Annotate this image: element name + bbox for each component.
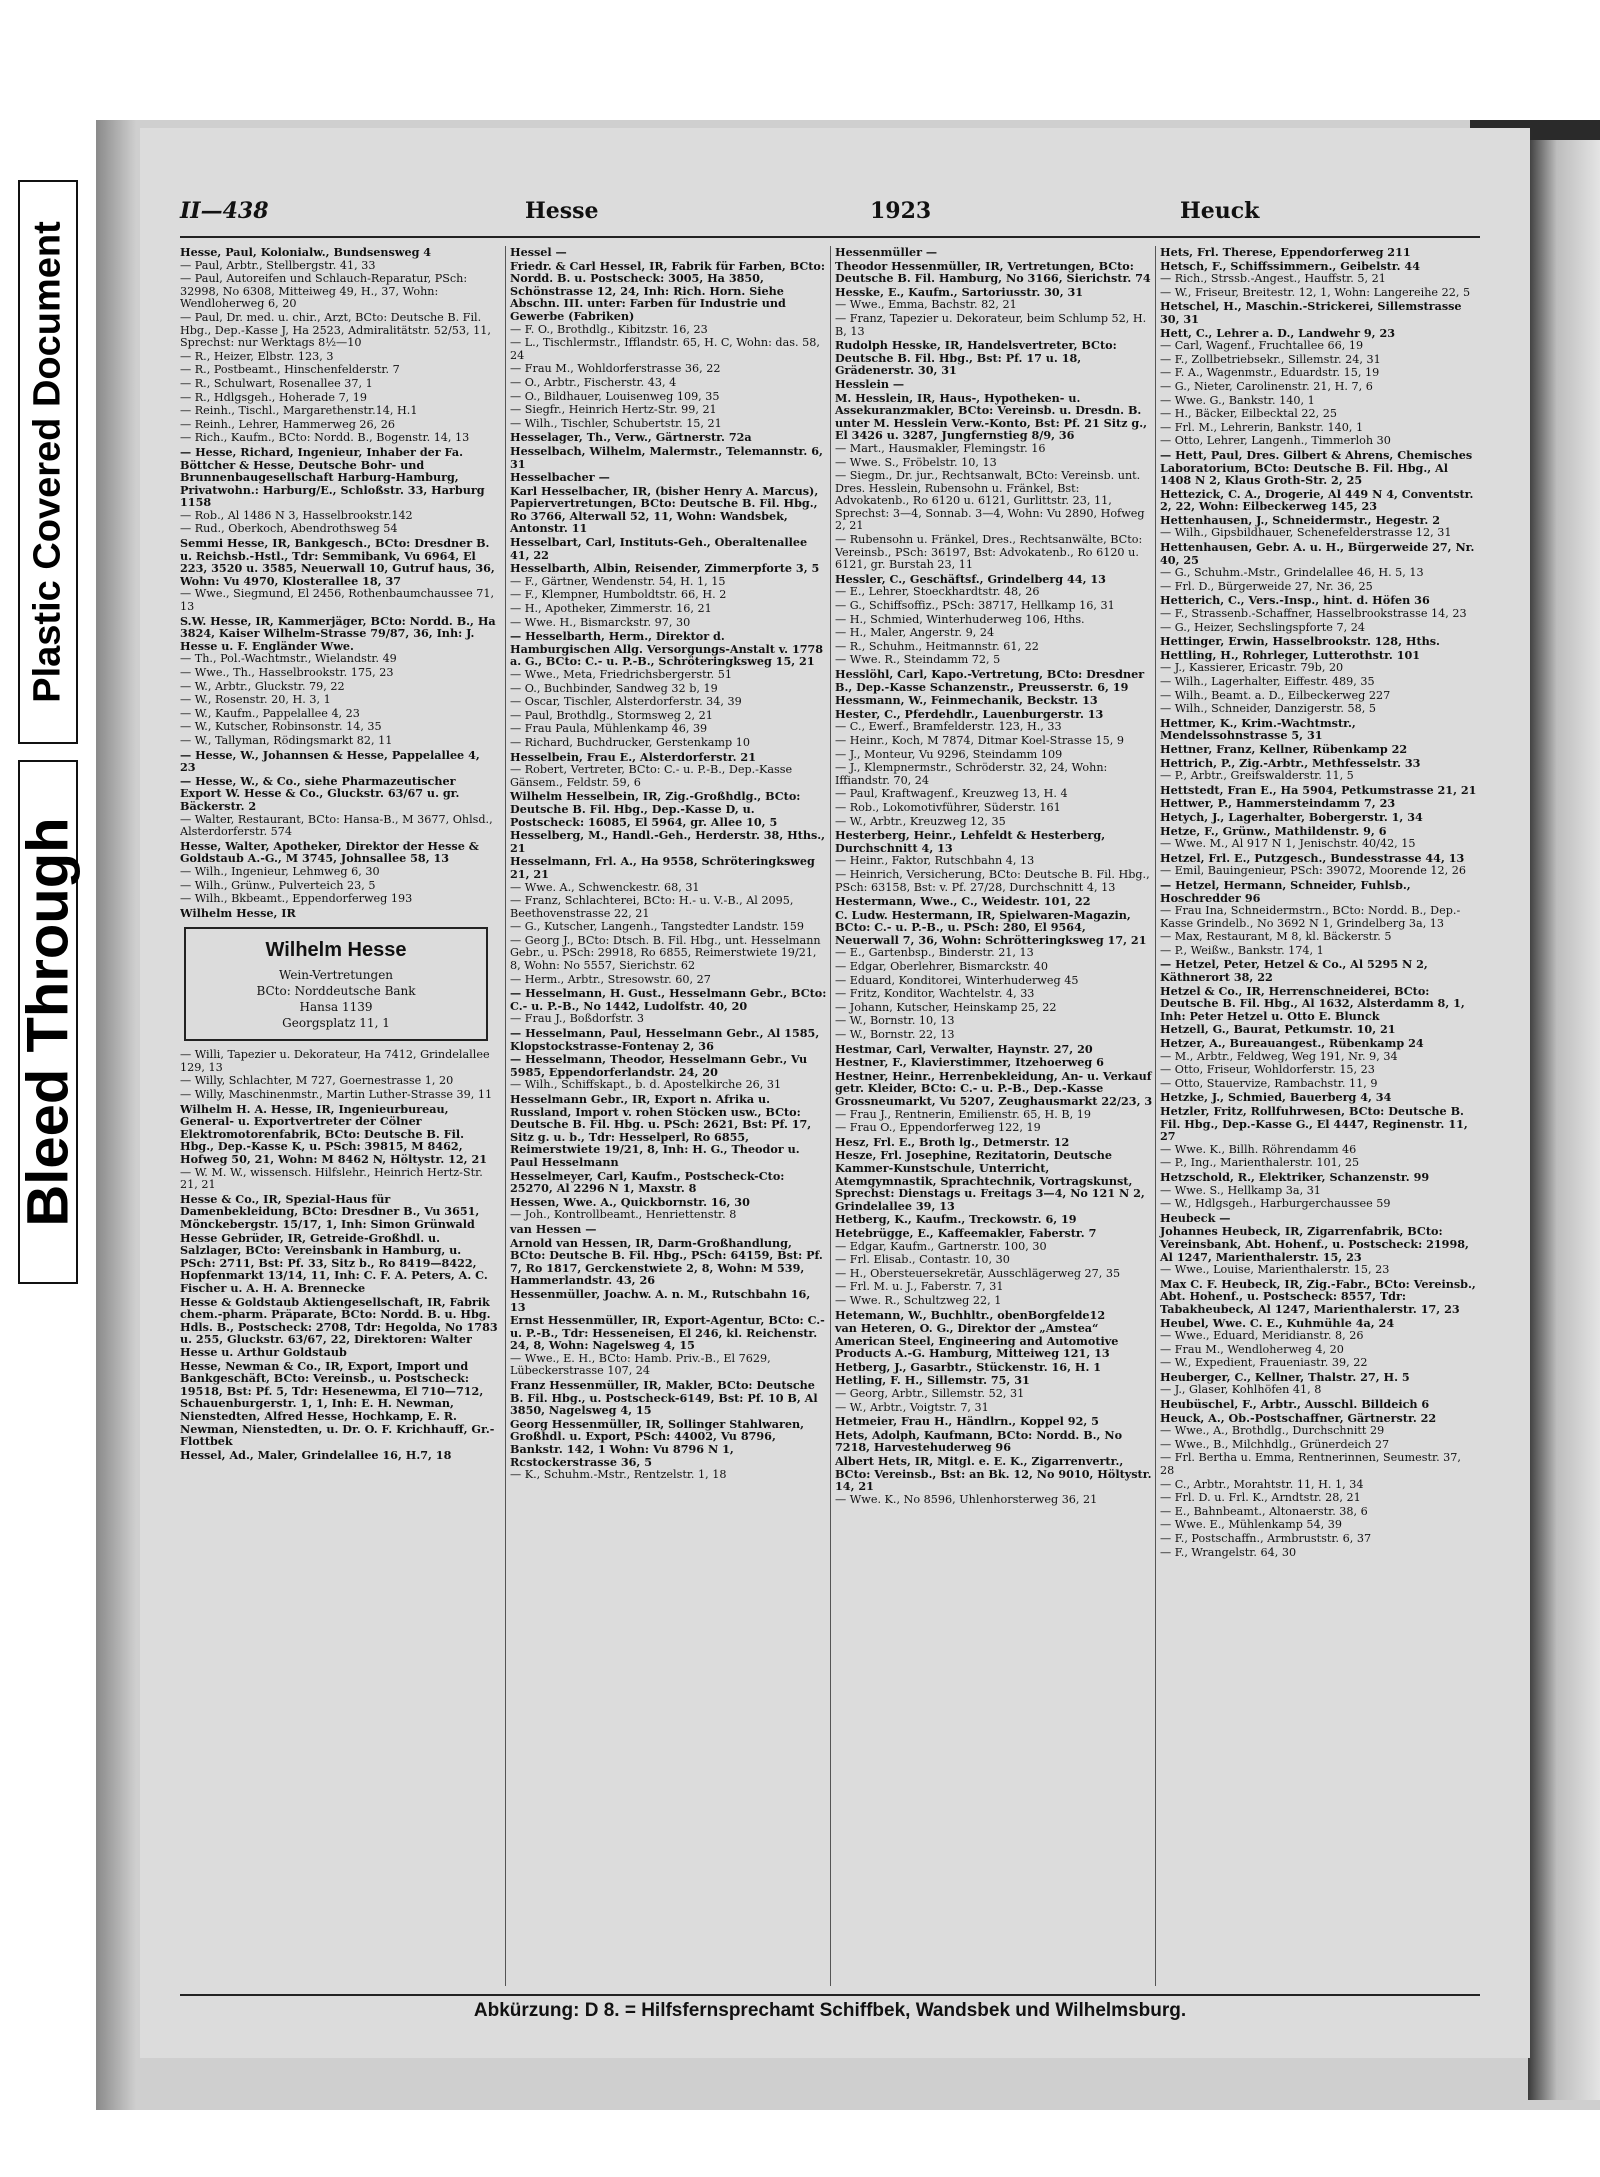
directory-entry: — G., Kutscher, Langenh., Tangstedter Landstr. 159 bbox=[510, 920, 804, 934]
directory-entry: Ernst Hessenmüller, IR, Export-Agentur, BCto: C.- u. P.-B., Tdr: Hesseneisen, El 246, kl. Reichenstr. 24, 8, Wohn: Nagelsweg 4, 15 bbox=[510, 1313, 825, 1353]
directory-entry: Hesselbart, Carl, Instituts-Geh., Oberaltenallee 41, 22 bbox=[510, 535, 808, 562]
directory-entry: — F., Zollbetriebsekr., Sillemstr. 24, 31 bbox=[1160, 352, 1381, 366]
directory-entry: Hetych, J., Lagerhalter, Bobergerstr. 1, 34 bbox=[1160, 809, 1423, 824]
directory-entry: — W., Kaufm., Pappelallee 4, 23 bbox=[180, 706, 360, 720]
directory-entry: Hesse Gebrüder, IR, Getreide-Großhdl. u. Salzlager, BCto: Vereinsbank in Hamburg, u. PSch: 2711, Bst: Pf. 33, Sitz b., Ro 8419—8422, Hopfenmarkt 13/14, 11, Inh: C. F. A. Peters, A. C. Fischer u. A. H. A. Brennecke bbox=[180, 1230, 488, 1295]
directory-entry: — Wwe., B., Milchhdlg., Grünerdeich 27 bbox=[1160, 1437, 1390, 1451]
directory-entry: Hettenhausen, J., Schneidermstr., Hegestr. 2 bbox=[1160, 512, 1440, 527]
directory-entry: — Frau M., Wendloherweg 4, 20 bbox=[1160, 1342, 1344, 1356]
directory-entry: Hettenhausen, Gebr. A. u. H., Bürgerweide 27, Nr. 40, 25 bbox=[1160, 540, 1475, 567]
advert-line: Hansa 1139 bbox=[299, 1000, 373, 1015]
directory-entry: — Frau J., Rentnerin, Emilienstr. 65, H. B, 19 bbox=[835, 1107, 1091, 1121]
directory-entry: Hesske, E., Kaufm., Sartoriusstr. 30, 31 bbox=[835, 284, 1084, 299]
directory-entry: Hesse, Newman & Co., IR, Export, Import und Bankgeschäft, BCto: Vereinsb., u. Postscheck: 19518, Bst: Pf. 5, Tdr: Hesenewma, El 710—712, Schauenburgerstr. 1, 1, Inh: E. H. Newman, Nienstedten, Alfred Hesse, Hochkamp, E. R. Newman, Nienstedten, u. Dr. O. F. Krichhauff, Gr.-Flottbek bbox=[180, 1358, 495, 1449]
directory-page bbox=[140, 128, 1530, 2058]
directory-entry: — Reinh., Tischl., Margarethenstr.14, H.1 bbox=[180, 404, 418, 418]
directory-entry: — Wilh., Lagerhalter, Eiffestr. 489, 35 bbox=[1160, 675, 1375, 688]
directory-entry: — Rob., Lokomotivführer, Süderstr. 161 bbox=[835, 800, 1061, 814]
directory-entry: — Wwe., Emma, Bachstr. 82, 21 bbox=[835, 298, 1017, 312]
directory-entry: Hesselager, Th., Verw., Gärtnerstr. 72a bbox=[510, 430, 752, 445]
bleed-through-label bbox=[15, 760, 81, 1284]
directory-entry: — Willi, Tapezier u. Dekorateur, Ha 7412, Grindelallee 129, 13 bbox=[180, 1048, 490, 1074]
directory-entry: Franz Hessenmüller, IR, Makler, BCto: Deutsche B. Fil. Hbg., u. Postscheck-6149, Bst: Pf. 10 B, Al 3850, Nagelsweg 4, 15 bbox=[510, 1378, 818, 1418]
directory-entry: — Otto, Lehrer, Langenh., Timmerloh 30 bbox=[1160, 434, 1391, 448]
directory-entry: Hessen, Wwe. A., Quickbornstr. 16, 30 bbox=[510, 1194, 750, 1209]
directory-entry: — G., Schuhm.-Mstr., Grindelallee 46, H. 5, 13 bbox=[1160, 566, 1424, 580]
directory-entry: — W., Tallyman, Rödingsmarkt 82, 11 bbox=[180, 733, 393, 747]
directory-entry: — R., Schuhm., Heitmannstr. 61, 22 bbox=[835, 639, 1039, 653]
directory-entry: Hetzer, A., Bureauangest., Rübenkamp 24 bbox=[1160, 1036, 1424, 1051]
directory-entry: — E., Gartenbsp., Binderstr. 21, 13 bbox=[835, 946, 1034, 960]
directory-entry: — Georg J., BCto: Dtsch. B. Fil. Hbg., unt. Hesselmann Gebr., u. PSch: 29918, Ro 6855, Reimerstwiete 19/21, 8, Wohn: No 5557, Sierichstr. 62 bbox=[510, 933, 821, 973]
directory-entry: Hesse & Goldstaub Aktiengesellschaft, IR, Fabrik chem.-pharm. Präparate, BCto: Nordd. B. u. Hbg. Hdls. B., Postscheck: 2708, Tdr: Hegolda, No 1783 u. 255, Gluckstr. 63/67, 22, Direktoren: Walter Hesse u. Arthur Goldstaub bbox=[180, 1294, 498, 1359]
directory-entry: Hets, Adolph, Kaufmann, BCto: Nordd. B., No 7218, Harvestehuderweg 96 bbox=[835, 1427, 1123, 1455]
page-edge-shadow bbox=[96, 120, 136, 2110]
advert-line: Wein-Vertretungen bbox=[278, 968, 394, 983]
directory-entry: Theodor Hessenmüller, IR, Vertretungen, BCto: Deutsche B. Fil. Hamburg, No 3166, Sierichstr. 74 bbox=[835, 258, 1151, 286]
directory-entry: Hestner, Heinr., Herrenbekleidung, An- u. Verkauf getr. Kleider, BCto: C.- u. P.-B., Dep.-Kasse Grossneumarkt, Vu 5207, Zeughausmarkt 22/23, 3 bbox=[835, 1068, 1153, 1108]
directory-entry: — Joh., Kontrollbeamt., Henriettenstr. 8 bbox=[510, 1208, 737, 1222]
directory-entry: — Wwe. M., Al 917 N 1, Jenischstr. 40/42, 15 bbox=[1160, 837, 1416, 851]
column-3 bbox=[830, 246, 1153, 1986]
directory-entry: — Hesselbarth, Herm., Direktor d. Hamburgischen Allg. Versorgungs-Anstalt v. 1778 a. G., BCto: C.- u. P.-B., Schröteringksweg 15, 21 bbox=[510, 629, 824, 669]
directory-entry: — G., Nieter, Carolinenstr. 21, H. 7, 6 bbox=[1160, 379, 1373, 393]
directory-entry: — E., Lehrer, Stoeckhardtstr. 48, 26 bbox=[835, 585, 1040, 599]
directory-entry: — Reinh., Lehrer, Hammerweg 26, 26 bbox=[180, 417, 396, 431]
directory-entry: Hesselmann Gebr., IR, Export n. Afrika u. Russland, Import v. rohen Stöcken usw., BCto: Deutsche B. Fil. Hbg. u. PSch: 2621, Bst: Pf. 17, Sitz g. u. b., Tdr: Hesselperl, Ro 6855, Reimerstwiete 19/21, 8, Inh: H. G., Theodor u. Paul Hesselmann bbox=[510, 1092, 812, 1169]
directory-entry: — F., Gärtner, Wendenstr. 54, H. 1, 15 bbox=[510, 574, 726, 588]
directory-entry: — J., Kassierer, Ericastr. 79b, 20 bbox=[1160, 661, 1344, 675]
directory-entry: — Frau J., Boßdorfstr. 3 bbox=[510, 1012, 644, 1026]
directory-entry: Hettinger, Erwin, Hasselbrookstr. 128, Hths. bbox=[1160, 634, 1440, 649]
directory-entry: — Hesselmann, H. Gust., Hesselmann Gebr., BCto: C.- u. P.-B., No 1442, Ludolfstr. 40, 20 bbox=[510, 986, 827, 1013]
directory-entry: — R., Hdlgsgeh., Hoheradе 7, 19 bbox=[180, 390, 368, 404]
directory-entry: — Georg, Arbtr., Sillemstr. 52, 31 bbox=[835, 1387, 1025, 1401]
directory-entry: — Rich., Kaufm., BCto: Nordd. B., Bogenstr. 14, 13 bbox=[180, 431, 470, 445]
page-number: II—438 bbox=[180, 198, 269, 224]
header-first-name: Hesse bbox=[525, 198, 599, 224]
directory-entry: — G., Heizer, Sechslingspforte 7, 24 bbox=[1160, 620, 1365, 634]
directory-entry: Wilhelm Hesselbein, IR, Zig.-Großhdlg., BCto: Deutsche B. Fil. Hbg., Dep.-Kasse D, u. Postscheck: 16085, El 5964, gr. Allee 10, 5 bbox=[510, 789, 801, 829]
directory-entry: Hesze, Frl. Josephine, Rezitatorin, Deutsche Kammer-Kunstschule, Unterricht, Atemgymnastik, Sprachtechnik, Vortragskunst, Sprechst: Dienstags u. Freitags 3—4, No 121 N 2, Grindelallee 39, 13 bbox=[835, 1148, 1145, 1213]
directory-entry: — Emil, Bauingenieur, PSch: 39072, Moorende 12, 26 bbox=[1160, 864, 1466, 878]
directory-entry: Hetberg, J., Gasarbtr., Stückenstr. 16, H. 1 bbox=[835, 1359, 1102, 1374]
directory-entry: — W., Arbtr., Gluckstr. 79, 22 bbox=[180, 679, 345, 693]
directory-entry: — Frl. Bertha u. Emma, Rentnerinnen, Seumestr. 37, 28 bbox=[1160, 1451, 1461, 1478]
directory-entry: Wilhelm Hesse, IR bbox=[180, 905, 296, 920]
directory-entry: — F. A., Wagenmstr., Eduardstr. 15, 19 bbox=[1160, 366, 1380, 380]
directory-entry: Hettner, Franz, Kellner, Rübenkamp 22 bbox=[1160, 741, 1408, 756]
directory-entry: Rudolph Hesske, IR, Handelsvertreter, BCto: Deutsche B. Fil. Hbg., Bst: Pf. 17 u. 18, Grädenerstr. 30, 31 bbox=[835, 338, 1117, 378]
directory-entry: — W., Bornstr. 22, 13 bbox=[835, 1028, 955, 1042]
directory-entry: Hets, Frl. Therese, Eppendorferweg 211 bbox=[1160, 246, 1411, 259]
directory-entry: — J., Monteur, Vu 9296, Steindamm 109 bbox=[835, 747, 1063, 761]
directory-entry: Hesse, Walter, Apotheker, Direktor der Hesse & Goldstaub A.-G., M 3745, Johnsallee 58, 13 bbox=[180, 838, 479, 866]
directory-entry: Hesselmeyer, Carl, Kaufm., Postscheck-Cto: 25270, Al 2296 N 1, Maxstr. 8 bbox=[510, 1168, 785, 1196]
advert-title: Wilhelm Hesse bbox=[265, 939, 407, 962]
directory-entry: Hetzke, J., Schmied, Bauerberg 4, 34 bbox=[1160, 1090, 1392, 1105]
directory-entry: — E., Bahnbeamt., Altonaerstr. 38, 6 bbox=[1160, 1504, 1368, 1518]
directory-entry: Karl Hesselbacher, IR, (bisher Henry A. Marcus), Papiervertretungen, BCto: Deutsche B. Fil. Hbg., Ro 3766, Alterwall 52, 11, Wohn: Wandsbek, Antonstr. 11 bbox=[510, 483, 819, 536]
directory-entry: Hettrich, P., Zig.-Arbtr., Methfesselstr. 33 bbox=[1160, 755, 1421, 770]
advertisement-box bbox=[184, 927, 488, 1041]
directory-entry: — Wwe. S., Fröbelstr. 10, 13 bbox=[835, 455, 997, 469]
directory-entry: Hettezick, C. A., Drogerie, Al 449 N 4, Conventstr. 2, 22, Wohn: Eilbeckerweg 145, 23 bbox=[1160, 486, 1474, 514]
directory-entry: — W., Friseur, Breitestr. 12, 1, Wohn: Langereihe 22, 5 bbox=[1160, 285, 1471, 299]
directory-entry: — Edgar, Oberlehrer, Bismarckstr. 40 bbox=[835, 960, 1048, 974]
directory-entry: — Fritz, Konditor, Wachtelstr. 4, 33 bbox=[835, 987, 1035, 1001]
directory-entry: Heubeck — bbox=[1160, 1210, 1231, 1225]
directory-entry: Hessmann, W., Feinmechanik, Beckstr. 13 bbox=[835, 693, 1098, 708]
directory-entry: — Rubensohn u. Fränkel, Dres., Rechtsanwälte, BCto: Vereinsb., PSch: 36197, Bst: Advokatenb., Ro 6120 u. 6121, gr. Burstah 23, 11 bbox=[835, 533, 1143, 572]
directory-entry: — Willy, Schlachter, M 727, Goernestrasse 1, 20 bbox=[180, 1074, 454, 1088]
directory-entry: — F., Klempner, Humboldtstr. 66, H. 2 bbox=[510, 588, 727, 602]
directory-entry: Hessler, C., Geschäftsf., Grindelberg 44, 13 bbox=[835, 571, 1106, 586]
directory-entry: — Herm., Arbtr., Stresowstr. 60, 27 bbox=[510, 972, 711, 986]
directory-entry: Wilhelm H. A. Hesse, IR, Ingenieurbureau, General- u. Exportvertreter der Cölner Elektromotorenfabrik, BCto: Deutsche B. Fil. Hbg., Dep.-Kasse K, u. PSch: 39815, M 8462, Hofweg 50, 21, Wohn: M 8462 N, Höltystr. 12, 21 bbox=[180, 1101, 488, 1167]
directory-entry: — W., Bornstr. 10, 13 bbox=[835, 1014, 955, 1028]
directory-entry: Heuck, A., Ob.-Postschaffner, Gärtnerstr. 22 bbox=[1160, 1410, 1437, 1425]
directory-entry: — J., Glaser, Kohlhöfen 41, 8 bbox=[1160, 1383, 1322, 1397]
directory-entry: — Walter, Restaurant, BCto: Hansa-B., M 3677, Ohlsd., Alsterdorferstr. 574 bbox=[180, 812, 493, 839]
directory-entry: Hesselbach, Wilhelm, Malermstr., Telemannstr. 6, 31 bbox=[510, 443, 823, 471]
directory-entry: — Otto, Friseur, Wohldorferstr. 15, 23 bbox=[1160, 1063, 1375, 1077]
directory-entry: van Heteren, O. G., Direktor der „Amstea“ American Steel, Engineering and Automotive Products A.-G. Hamburg, Mitteiweg 121, 13 bbox=[835, 1321, 1119, 1361]
directory-entry: — C., Ewerf., Bramfelderstr. 123, H., 33 bbox=[835, 720, 1062, 734]
directory-entry: — Hesse, W., Johannsen & Hesse, Pappelallee 4, 23 bbox=[180, 747, 480, 775]
directory-entry: Hestmar, Carl, Verwalter, Haynstr. 27, 20 bbox=[835, 1041, 1093, 1056]
directory-entry: — Frl. D. u. Frl. K., Arndtstr. 28, 21 bbox=[1160, 1491, 1361, 1505]
directory-entry: — Paul, Brothdlg., Stormsweg 2, 21 bbox=[510, 708, 713, 722]
directory-entry: — L., Tischlermstr., Ifflandstr. 65, H. C, Wohn: das. 58, 24 bbox=[510, 336, 820, 362]
directory-entry: S.W. Hesse, IR, Kammerjäger, BCto: Nordd. B., Ha 3824, Kaiser Wilhelm-Strasse 79/87, 36, Inh: J. Hesse u. F. Engländer Wwe. bbox=[180, 613, 496, 653]
column-4 bbox=[1155, 246, 1478, 1986]
directory-entry: — R., Heizer, Elbstr. 123, 3 bbox=[180, 349, 334, 363]
directory-entry: — Heinrich, Versicherung, BCto: Deutsche B. Fil. Hbg., PSch: 63158, Bst: v. Pf. 27/28, Durchschnitt 4, 13 bbox=[835, 867, 1150, 894]
directory-entry: — Wwe., Siegmund, El 2456, Rothenbaumchaussee 71, 13 bbox=[180, 587, 495, 614]
directory-entry: — Frau M., Wohldorferstrasse 36, 22 bbox=[510, 362, 721, 376]
directory-entry: Hestner, F., Klavierstimmer, Itzehoerweg 6 bbox=[835, 1055, 1104, 1070]
directory-entry: — W., Hdlgsgeh., Harburgerchaussee 59 bbox=[1160, 1197, 1391, 1211]
directory-entry: — R., Schulwart, Rosenallee 37, 1 bbox=[180, 376, 373, 390]
directory-entry: Max C. F. Heubeck, IR, Zig.-Fabr., BCto: Vereinsb., Abt. Hohenf., u. Postscheck: 8557, Tdr: Tabakheubeck, Al 1247, Marienthalerstr. 17, 23 bbox=[1160, 1276, 1476, 1316]
directory-entry: — H., Obersteuersekretär, Ausschlägerweg 27, 35 bbox=[835, 1266, 1121, 1280]
directory-entry: Hesterberg, Heinr., Lehfeldt & Hesterberg, Durchschnitt 4, 13 bbox=[835, 828, 1106, 855]
directory-entry: — Rob., Al 1486 N 3, Hasselbrookstr.142 bbox=[180, 508, 413, 522]
directory-entry: — Franz, Schlachterei, BCto: H.- u. V.-B., Al 2095, Beethovenstrasse 22, 21 bbox=[510, 894, 794, 920]
directory-entry: Hetmeier, Frau H., Händlrn., Koppel 92, 5 bbox=[835, 1414, 1099, 1429]
directory-entry: — H., Schmied, Winterhuderweg 106, Hths. bbox=[835, 612, 1085, 626]
directory-entry: — Hesse, Richard, Ingenieur, Inhaber der Fa. Böttcher & Hesse, Deutsche Bohr- und Brunnenbaugesellschaft Harburg-Hamburg, Privatwohn.: Harburg/E., Schloßstr. 33, Harburg 1158 bbox=[180, 444, 485, 510]
directory-entry: — H., Bäcker, Eilbecktal 22, 25 bbox=[1160, 407, 1337, 421]
directory-entry: — Rud., Oberkoch, Abendrothsweg 54 bbox=[180, 522, 398, 536]
directory-entry: — Wwe. G., Bankstr. 140, 1 bbox=[1160, 393, 1315, 407]
directory-entry: Hessel, Ad., Maler, Grindelallee 16, H.7, 18 bbox=[180, 1447, 452, 1462]
directory-entry: — Carl, Wagenf., Fruchtallee 66, 19 bbox=[1160, 339, 1364, 353]
directory-entry: — W., Expedient, Fraueniastr. 39, 22 bbox=[1160, 1356, 1368, 1370]
directory-entry: Hesslein — bbox=[835, 376, 905, 391]
label-strip bbox=[0, 0, 96, 2177]
scanned-book bbox=[96, 120, 1600, 2110]
directory-entry: — Hesselmann, Theodor, Hesselmann Gebr., Vu 5985, Eppendorferlandstr. 24, 20 bbox=[510, 1052, 808, 1079]
directory-entry: M. Hesslein, IR, Haus-, Hypotheken- u. Assekuranzmakler, BCto: Vereinsb. u. Dresdn. B. unter M. Hesslein Verw.-Konto, Bst: Pf. 21 Sitz g., El 3426 u. 3287, Jungfernstieg 8/9, 36 bbox=[835, 390, 1148, 443]
directory-entry: Heubel, Wwe. C. E., Kuhmühle 4a, 24 bbox=[1160, 1315, 1395, 1330]
directory-entry: — Frl. M., Lehrerin, Bankstr. 140, 1 bbox=[1160, 420, 1364, 434]
directory-entry: — W., Arbtr., Kreuzweg 12, 35 bbox=[835, 814, 1006, 828]
directory-entry: Heubüschel, F., Arbtr., Ausschl. Billdeich 6 bbox=[1160, 1397, 1430, 1412]
directory-entry: — Frl. Elisab., Contastr. 10, 30 bbox=[835, 1253, 1010, 1267]
directory-entry: — Th., Pol.-Wachtmstr., Wielandstr. 49 bbox=[180, 652, 397, 666]
advert-line: BCto: Norddeutsche Bank bbox=[256, 984, 416, 999]
header-rule bbox=[180, 236, 1480, 238]
directory-entry: Hessenmüller — bbox=[835, 246, 938, 259]
directory-entry: van Hessen — bbox=[510, 1221, 597, 1236]
directory-entry: — Wwe., Th., Hasselbrookstr. 175, 23 bbox=[180, 666, 394, 679]
directory-entry: — J., Klempnermstr., Schröderstr. 32, 24, Wohn: Iffiandstr. 70, 24 bbox=[835, 761, 1108, 787]
directory-entry: — Hetzel, Hermann, Schneider, Fuhlsb., Hoschredder 96 bbox=[1160, 877, 1411, 905]
directory-entry: — Siegm., Dr. jur., Rechtsanwalt, BCto: Vereinsb. unt. Dres. Hesslein, Rubensohn u. Fränkel, Bst: Advokatenb., Ro 6120 u. 6121, Gurlittstr. 23, 11, Sprechst: 3—4, Sonnab. 3—4, Wohn: Vu 2890, Hofweg 2, 21 bbox=[835, 469, 1145, 533]
directory-entry: Hestermann, Wwe., C., Weidestr. 101, 22 bbox=[835, 894, 1091, 909]
directory-entry: — Willy, Maschinenmstr., Martin Luther-Strasse 39, 11 bbox=[180, 1088, 493, 1102]
directory-entry: — H., Apotheker, Zimmerstr. 16, 21 bbox=[510, 602, 712, 616]
directory-entry: Hetzel, Frl. E., Putzgesch., Bundesstrasse 44, 13 bbox=[1160, 850, 1465, 865]
directory-entry: — Oscar, Tischler, Alsterdorferstr. 34, 39 bbox=[510, 695, 742, 709]
directory-entry: — Rich., Strssb.-Angest., Hauffstr. 5, 21 bbox=[1160, 272, 1386, 286]
directory-entry: Hetzschold, R., Elektriker, Schanzenstr. 99 bbox=[1160, 1169, 1430, 1184]
directory-entry: Hesse & Co., IR, Spezial-Haus für Damenbekleidung, BCto: Dresdner B., Vu 3651, Mönckebergstr. 15/17, 1, Inh: Simon Grünwald bbox=[180, 1191, 480, 1231]
plastic-covered-label bbox=[18, 180, 78, 744]
directory-entry: Friedr. & Carl Hessel, IR, Fabrik für Farben, BCto: Nordd. B. u. Postscheck: 3005, Ha 3850, Schönstrasse 12, 24, Inh: Rich. Horn. Siehe Abschn. III. unter: Farben für Industrie und Gewerbe (Fabriken) bbox=[510, 258, 826, 323]
directory-entry: Hetzler, Fritz, Rollfuhrwesen, BCto: Deutsche B. Fil. Hbg., Dep.-Kasse G., El 4447, Reginenstr. 11, 27 bbox=[1160, 1104, 1468, 1144]
directory-entry: — Eduard, Konditorei, Winterhuderweg 45 bbox=[835, 973, 1079, 987]
directory-entry: Arnold van Hessen, IR, Darm-Großhandlung, BCto: Deutsche B. Fil. Hbg., PSch: 64159, Bst: Pf. 7, Ro 1817, Gerckenstwiete 2, 8, Wohn: M 539, Hammerlandstr. 43, 26 bbox=[510, 1235, 823, 1288]
directory-entry: Johannes Heubeck, IR, Zigarrenfabrik, BCto: Vereinsbank, Abt. Hohenf., u. Postscheck: 21998, Al 1247, Marienthalerstr. 15, 23 bbox=[1160, 1224, 1469, 1264]
directory-entry: — Paul, Autoreifen und Schlauch-Reparatur, PSch: 32998, No 6308, Mitteiweg 49, H., 37, Wohn: Wendloherweg 6, 20 bbox=[180, 272, 468, 311]
directory-entry: — Wwe. A., Schwenckestr. 68, 31 bbox=[510, 880, 700, 894]
directory-entry: — Wilh., Gipsbildhauer, Schenefelderstrasse 12, 31 bbox=[1160, 526, 1452, 540]
directory-entry: Hesselbarth, Albin, Reisender, Zimmerpforte 3, 5 bbox=[510, 561, 820, 576]
directory-entry: Hesslöhl, Carl, Kapo.-Vertretung, BCto: Dresdner B., Dep.-Kasse Schanzenstr., Preusserstr. 6, 19 bbox=[835, 667, 1145, 694]
directory-entry: — Wwe. E., Mühlenkamp 54, 39 bbox=[1160, 1518, 1343, 1532]
directory-entry: — Heinr., Faktor, Rutschbahn 4, 13 bbox=[835, 854, 1035, 868]
header-year: 1923 bbox=[870, 198, 932, 224]
directory-entry: — P., Arbtr., Greifswalderstr. 11, 5 bbox=[1160, 769, 1354, 783]
directory-entry: — Wilh., Grünw., Pulverteich 23, 5 bbox=[180, 878, 376, 892]
directory-entry: — Frl. D., Bürgerweide 27, Nr. 36, 25 bbox=[1160, 579, 1373, 593]
directory-entry: — Siegfr., Heinrich Hertz-Str. 99, 21 bbox=[510, 403, 717, 417]
abbreviation-footer: Abkürzung: D 8. = Hilfsfernsprechamt Schiffbek, Wandsbek und Wilhelmsburg. bbox=[180, 1994, 1480, 2026]
directory-entry: Hettmer, K., Krim.-Wachtmstr., Mendelssohnstrasse 5, 31 bbox=[1160, 715, 1356, 743]
directory-entry: Hetzel & Co., IR, Herrenschneiderei, BCto: Deutsche B. Fil. Hbg., Al 1632, Alsterdamm 8, 1, Inh: Peter Hetzel u. Otto E. Blunck bbox=[1160, 983, 1465, 1023]
directory-entry: Hester, C., Pferdehdlr., Lauenburgerstr. 13 bbox=[835, 706, 1104, 721]
directory-entry: — Hett, Paul, Dres. Gilbert & Ahrens, Chemisches Laboratorium, BCto: Deutsche B. Fil. Hbg., Al 1408 N 2, Klaus Groth-Str. 2, 25 bbox=[1160, 447, 1473, 488]
directory-entry: Hetemann, W., Buchhltr., obenBorgfelde12 bbox=[835, 1307, 1106, 1322]
directory-entry: — Wilh., Ingenieur, Lehmweg 6, 30 bbox=[180, 864, 380, 878]
directory-entry: — W. M. W., wissensch. Hilfslehr., Heinrich Hertz-Str. 21, 21 bbox=[180, 1165, 483, 1192]
directory-entry: — Wwe. K., No 8596, Uhlenhorsterweg 36, 21 bbox=[835, 1492, 1098, 1506]
directory-entry: Semmi Hesse, IR, Bankgesch., BCto: Dresdner B. u. Reichsb.-Hstl., Tdr: Semmibank, Vu 6964, El 223, 3520 u. 3585, Neuerwall 10, Gutruf haus, 36, Wohn: Vu 4970, Klosterallee 18, 37 bbox=[180, 536, 495, 588]
directory-entry: — Wwe., Louise, Marienthalerstr. 15, 23 bbox=[1160, 1263, 1390, 1277]
directory-entry: — Paul, Arbtr., Stellbergstr. 41, 33 bbox=[180, 258, 376, 272]
directory-entry: Hetberg, K., Kaufm., Treckowstr. 6, 19 bbox=[835, 1212, 1077, 1227]
directory-entry: — R., Postbeamt., Hinschenfelderstr. 7 bbox=[180, 363, 400, 377]
directory-entry: — P., Ing., Marienthalerstr. 101, 25 bbox=[1160, 1156, 1360, 1170]
directory-entry: — Paul, Dr. med. u. chir., Arzt, BCto: Deutsche B. Fil. Hbg., Dep.-Kasse J, Ha 2523, Admiralitätstr. 52/53, 11, Sprechst: nur Werktags 8½—10 bbox=[180, 310, 491, 350]
directory-entry: — Robert, Vertreter, BCto: C.- u. P.-B., Dep.-Kasse Gänsem., Feldstr. 59, 6 bbox=[510, 763, 793, 789]
directory-entry: — Max, Restaurant, M 8, kl. Bäckerstr. 5 bbox=[1160, 930, 1392, 944]
column-2 bbox=[505, 246, 828, 1986]
directory-entry: — K., Schuhm.-Mstr., Rentzelstr. 1, 18 bbox=[510, 1468, 727, 1482]
directory-entry: — Wwe. S., Hellkamp 3a, 31 bbox=[1160, 1183, 1321, 1197]
directory-entry: — Franz, Tapezier u. Dekorateur, beim Schlump 52, H. B, 13 bbox=[835, 311, 1147, 338]
directory-entry: Hesselberg, M., Handl.-Geh., Herderstr. 38, Hths., 21 bbox=[510, 828, 826, 855]
plastic-covered-text: Plastic Covered Document bbox=[26, 221, 69, 703]
directory-entry: — F., Wrangelstr. 64, 30 bbox=[1160, 1545, 1297, 1559]
directory-entry: — P., Weißw., Bankstr. 174, 1 bbox=[1160, 943, 1324, 957]
directory-entry: — C., Arbtr., Morahtstr. 11, H. 1, 34 bbox=[1160, 1477, 1364, 1491]
directory-entry: — W., Arbtr., Voigtstr. 7, 31 bbox=[835, 1400, 989, 1414]
directory-entry: Hesse, Paul, Kolonialw., Bundsensweg 4 bbox=[180, 246, 432, 259]
directory-entry: — Wilh., Tischler, Schubertstr. 15, 21 bbox=[510, 416, 722, 430]
directory-entry: Georg Hessenmüller, IR, Sollinger Stahlwaren, Großhdl. u. Export, PSch: 44002, Vu 8796, Bankstr. 142, 1 Wohn: Vu 8796 N 1, Rcstockerstrasse 36, 5 bbox=[510, 1416, 805, 1469]
directory-entry: — Wwe., A., Brothdlg., Durchschnitt 29 bbox=[1160, 1424, 1385, 1438]
directory-entry: — F., Strassenb.-Schaffner, Hasselbrookstrasse 14, 23 bbox=[1160, 607, 1467, 621]
directory-entry: Hettstedt, Fran E., Ha 5904, Petkumstrasse 21, 21 bbox=[1160, 782, 1477, 797]
directory-entry: — Wwe., Eduard, Meridianstr. 8, 26 bbox=[1160, 1329, 1364, 1343]
directory-entry: — Wwe. K., Billh. Röhrendamm 46 bbox=[1160, 1142, 1357, 1156]
directory-entry: C. Ludw. Hestermann, IR, Spielwaren-Magazin, BCto: C.- u. P.-B., u. PSch: 280, El 9564, Neuerwall 7, 36, Wohn: Schrötteringksweg 17, 21 bbox=[835, 907, 1147, 947]
directory-entry: — Frl. M. u. J., Faberstr. 7, 31 bbox=[835, 1280, 1004, 1294]
directory-entry: — Frau Ina, Schneidermstrn., BCto: Nordd. B., Dep.-Kasse Grindelb., No 3692 N 1, Grindelberg 3a, 13 bbox=[1160, 904, 1461, 930]
directory-entry: Hesselbein, Frau E., Alsterdorferstr. 21 bbox=[510, 749, 756, 764]
bleed-through-text: Bleed Through bbox=[15, 817, 81, 1227]
directory-entry: — Johann, Kutscher, Heinskamp 25, 22 bbox=[835, 1000, 1057, 1014]
directory-entry: — O., Arbtr., Fischerstr. 43, 4 bbox=[510, 375, 677, 389]
directory-entry: Hetschel, H., Maschin.-Strickerei, Sillemstrasse 30, 31 bbox=[1160, 299, 1462, 326]
directory-entry: — Wilh., Bkbeamt., Eppendorferweg 193 bbox=[180, 892, 413, 906]
directory-entry: Hett, C., Lehrer a. D., Landwehr 9, 23 bbox=[1160, 325, 1396, 340]
directory-entry: — Wilh., Schiffskapt., b. d. Apostelkirche 26, 31 bbox=[510, 1078, 782, 1092]
directory-entry: — F. O., Brothdlg., Kibitzstr. 16, 23 bbox=[510, 322, 708, 336]
directory-entry: — Wwe. R., Schultzweg 22, 1 bbox=[835, 1293, 1002, 1307]
directory-entry: — Hetzel, Peter, Hetzel & Co., Al 5295 N 2, Käthnerort 38, 22 bbox=[1160, 957, 1428, 985]
directory-entry: Hessenmüller, Joachw. A. n. M., Rutschbahn 16, 13 bbox=[510, 1286, 811, 1314]
directory-entry: Albert Hets, IR, Mitgl. e. E. K., Zigarrenvertr., BCto: Vereinsb., Bst: an Bk. 12, No 9010, Höltystr. 14, 21 bbox=[835, 1454, 1152, 1494]
directory-entry: — G., Schiffsoffiz., PSch: 38717, Hellkamp 16, 31 bbox=[835, 599, 1115, 613]
directory-columns bbox=[180, 246, 1480, 1986]
directory-entry: — Heinr., Koch, M 7874, Ditmar Koel-Strasse 15, 9 bbox=[835, 733, 1124, 747]
directory-entry: — Paul, Kraftwagenf., Kreuzweg 13, H. 4 bbox=[835, 787, 1068, 801]
directory-entry: Hesselbacher — bbox=[510, 470, 610, 485]
directory-entry: — Hesselmann, Paul, Hesselmann Gebr., Al 1585, Klopstockstrasse-Fontenay 2, 36 bbox=[510, 1026, 820, 1053]
directory-entry: — Wwe., Meta, Friedrichsbergerstr. 51 bbox=[510, 668, 733, 681]
directory-entry: Hesselmann, Frl. A., Ha 9558, Schröteringksweg 21, 21 bbox=[510, 854, 815, 881]
directory-entry: — Wwe. R., Steindamm 72, 5 bbox=[835, 653, 1001, 667]
directory-entry: Hetzell, G., Baurat, Petkumstr. 10, 21 bbox=[1160, 1022, 1396, 1037]
directory-entry: — Wwe. H., Bismarckstr. 97, 30 bbox=[510, 615, 691, 629]
directory-entry: Heuberger, C., Kellner, Thalstr. 27, H. 5 bbox=[1160, 1369, 1410, 1384]
directory-entry: — H., Maler, Angerstr. 9, 24 bbox=[835, 626, 995, 640]
directory-entry: Hettling, H., Rohrleger, Lutterothstr. 101 bbox=[1160, 647, 1421, 662]
directory-entry: Hetze, F., Grünw., Mathildenstr. 9, 6 bbox=[1160, 823, 1387, 838]
directory-entry: — Hesse, W., & Co., siehe Pharmazeutischer Export W. Hesse & Co., Gluckstr. 63/67 u. gr. Bäckerstr. 2 bbox=[180, 773, 460, 813]
directory-entry: — O., Buchbinder, Sandweg 32 b, 19 bbox=[510, 681, 718, 695]
directory-entry: — Richard, Buchdrucker, Gerstenkamp 10 bbox=[510, 735, 750, 749]
directory-entry: Hesz, Frl. E., Broth lg., Detmerstr. 12 bbox=[835, 1134, 1070, 1149]
header-last-name: Heuck bbox=[1180, 198, 1260, 224]
directory-entry: Hetterich, C., Vers.-Insp., hint. d. Höfen 36 bbox=[1160, 593, 1430, 608]
directory-entry: — Wwe., E. H., BCto: Hamb. Priv.-B., El 7629, Lübeckerstrasse 107, 24 bbox=[510, 1351, 771, 1378]
directory-entry: Hettwer, P., Hammersteindamm 7, 23 bbox=[1160, 796, 1396, 811]
page-header bbox=[180, 198, 1480, 232]
directory-entry: — M., Arbtr., Feldweg, Weg 191, Nr. 9, 34 bbox=[1160, 1049, 1398, 1063]
directory-entry: Hetebrügge, E., Kaffeemakler, Faberstr. 7 bbox=[835, 1225, 1097, 1240]
column-1 bbox=[180, 246, 498, 1986]
directory-entry: — W., Rosenstr. 20, H. 3, 1 bbox=[180, 693, 331, 707]
directory-entry: — W., Kutscher, Robinsonstr. 14, 35 bbox=[180, 720, 382, 734]
directory-entry: — Wilh., Schneider, Danzigerstr. 58, 5 bbox=[1160, 702, 1377, 716]
directory-entry: Hetsch, F., Schiffssimmern., Geibelstr. 44 bbox=[1160, 258, 1421, 273]
directory-entry: — Otto, Stauervize, Rambachstr. 11, 9 bbox=[1160, 1076, 1378, 1090]
directory-entry: Hetling, F. H., Sillemstr. 75, 31 bbox=[835, 1373, 1030, 1388]
directory-entry: — Frau Paula, Mühlenkamp 46, 39 bbox=[510, 722, 708, 736]
directory-entry: Hessel — bbox=[510, 246, 567, 259]
directory-entry: — O., Bildhauer, Louisenweg 109, 35 bbox=[510, 389, 720, 403]
directory-entry: — Mart., Hausmakler, Flemingstr. 16 bbox=[835, 441, 1046, 455]
directory-entry: — Frau O., Eppendorferweg 122, 19 bbox=[835, 1121, 1041, 1135]
directory-entry: — Edgar, Kaufm., Gartnerstr. 100, 30 bbox=[835, 1239, 1047, 1253]
directory-entry: — Wilh., Beamt. a. D., Eilbeckerweg 227 bbox=[1160, 688, 1391, 702]
directory-entry: — F., Postschaffn., Armbruststr. 6, 37 bbox=[1160, 1532, 1372, 1545]
advert-line: Georgsplatz 11, 1 bbox=[282, 1016, 390, 1031]
book-spine-shadow bbox=[1528, 140, 1600, 2100]
